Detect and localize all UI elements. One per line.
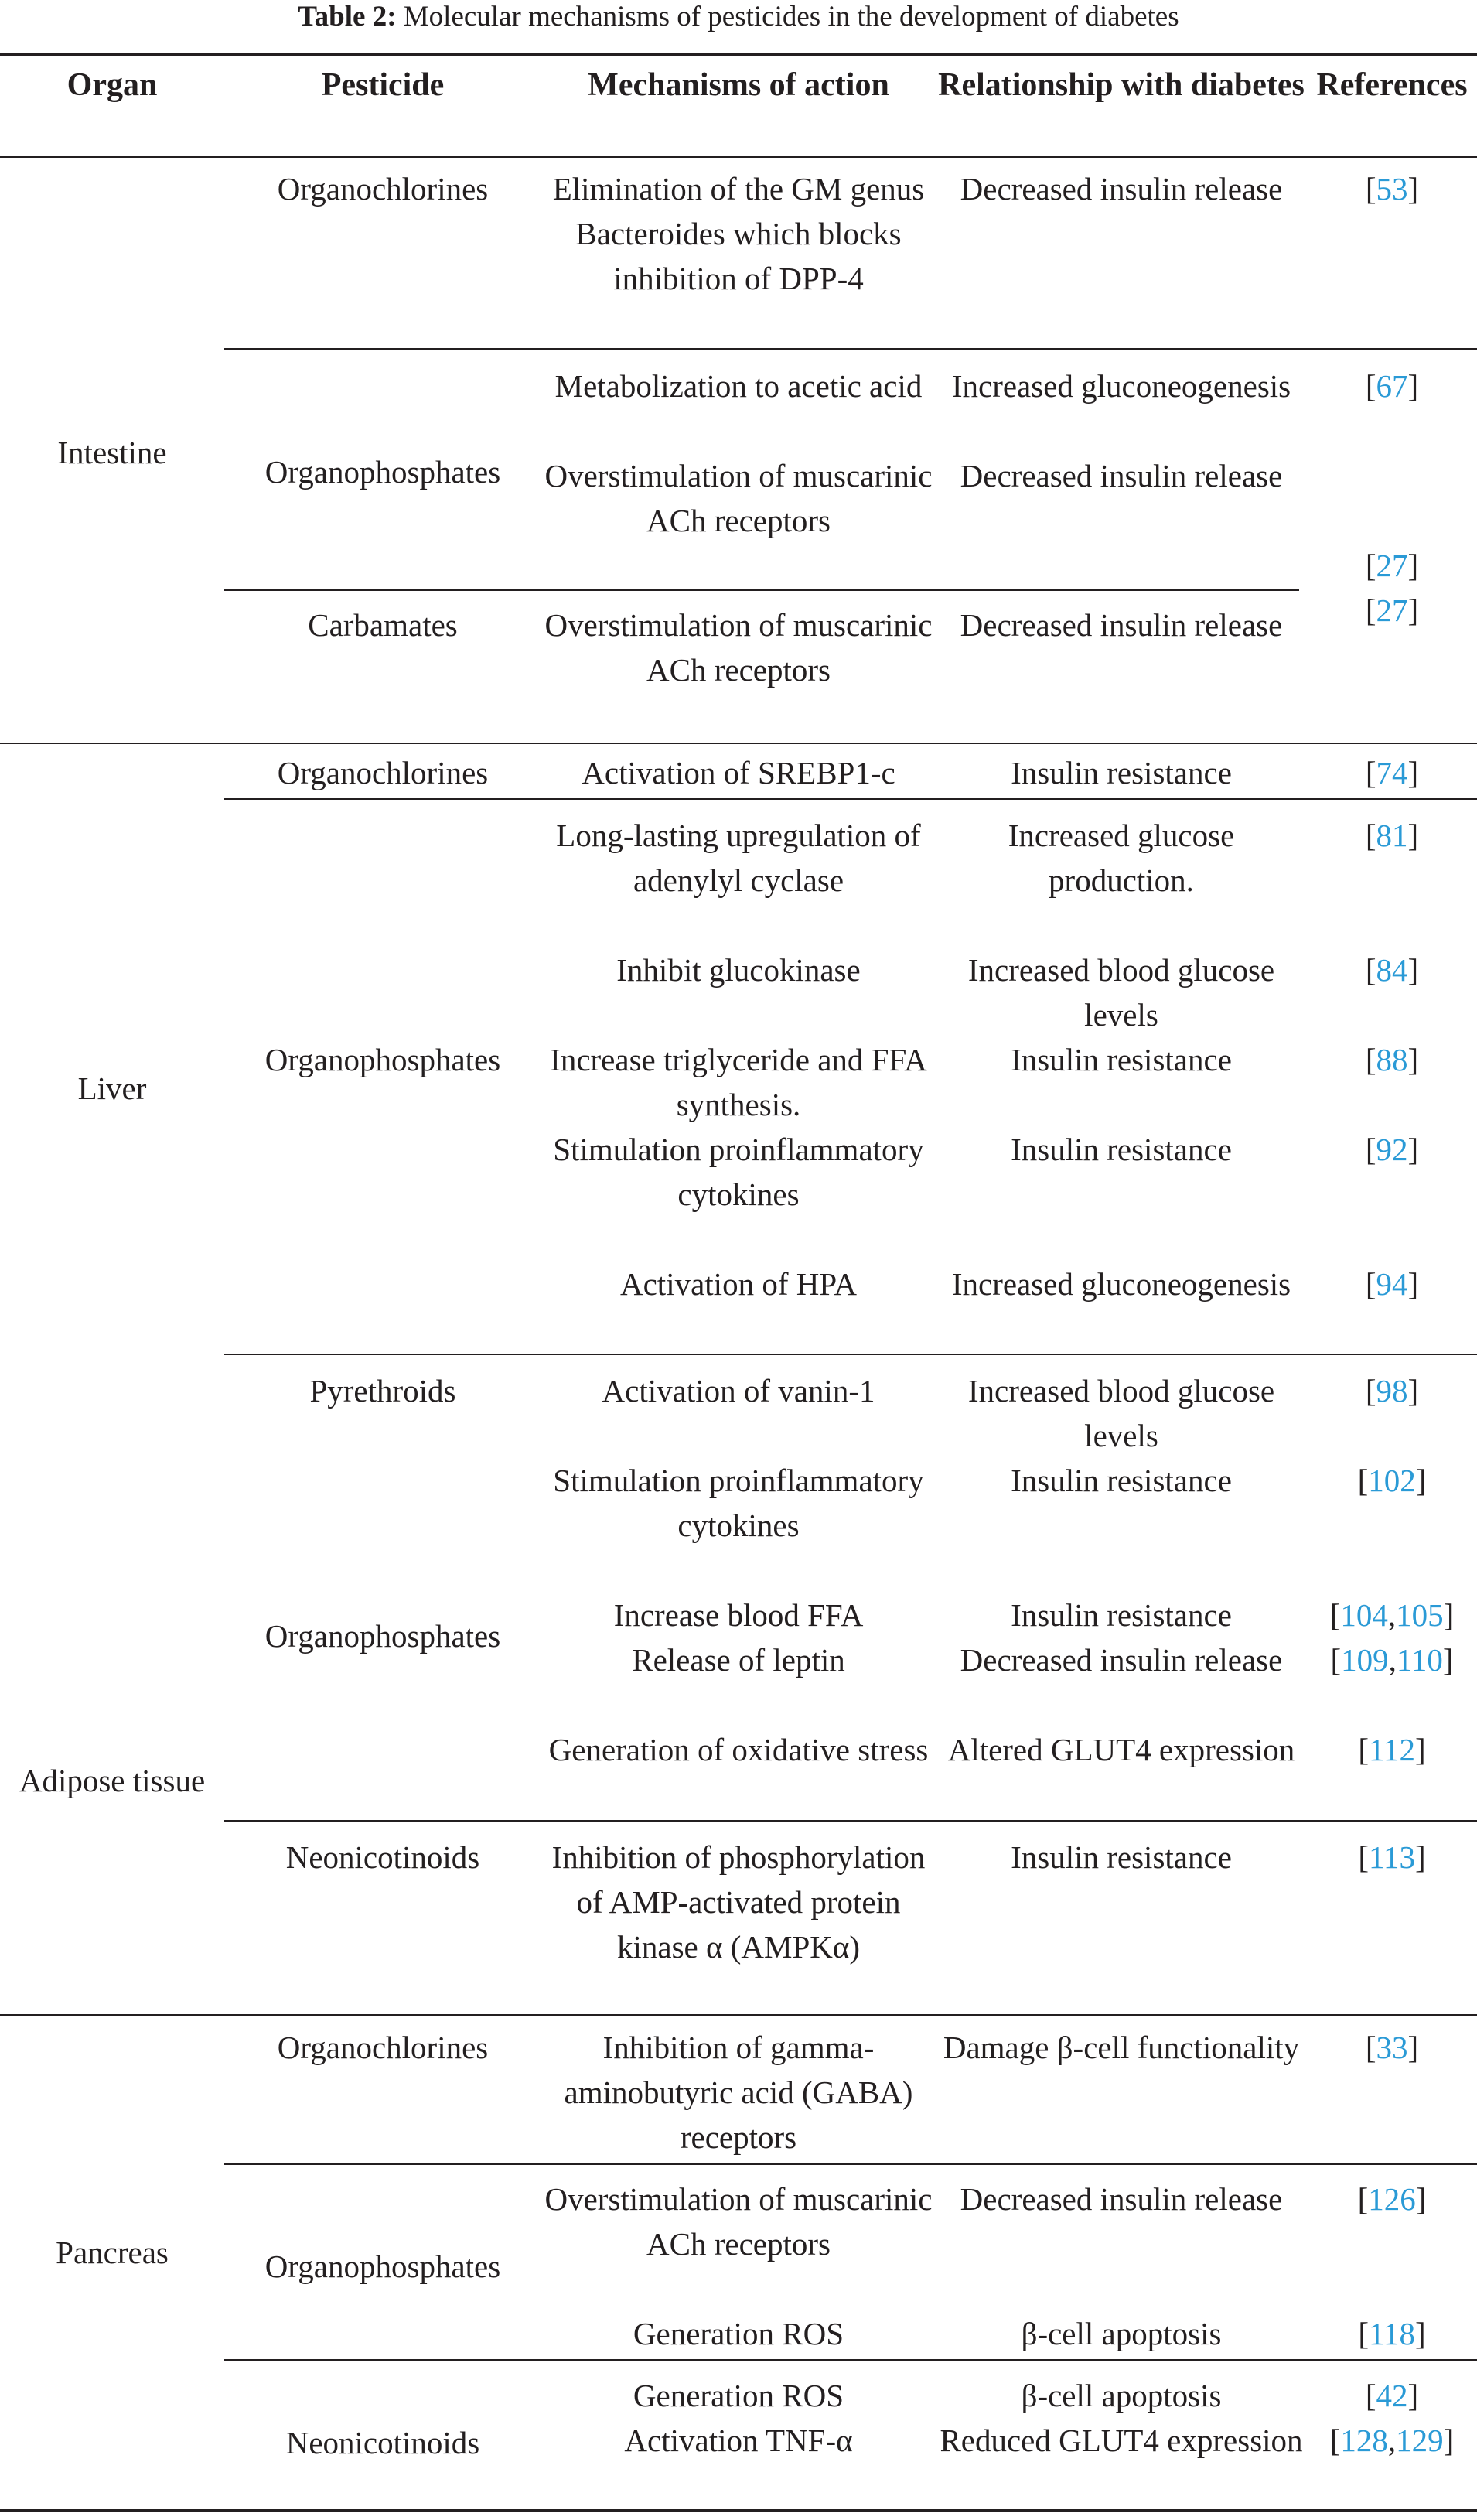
- reference-cell: [113]: [1358, 1839, 1426, 1875]
- mechanism-cell: Long-lasting upregulation of adenylyl cyclase: [556, 818, 921, 898]
- relationship-cell: β-cell apoptosis: [1021, 2378, 1222, 2413]
- reference-cell: [112]: [1358, 1732, 1426, 1767]
- organ-adipose: Adipose tissue: [19, 1763, 206, 1798]
- mechanism-cell: Metabolization to acetic acid: [554, 368, 923, 404]
- relationship-cell: Increased gluconeogenesis: [951, 368, 1291, 404]
- row-rule: [224, 1354, 1477, 1355]
- mechanism-cell: Overstimulation of muscarinic ACh receptors: [544, 607, 933, 688]
- mechanism-cell: Activation of vanin-1: [602, 1373, 875, 1409]
- mechanism-cell: Overstimulation of muscarinic ACh receptors: [544, 2181, 933, 2262]
- reference-link[interactable]: 113: [1369, 1839, 1415, 1875]
- reference-cell: [109,110]: [1330, 1642, 1454, 1678]
- relationship-cell: Decreased insulin release: [960, 2181, 1283, 2217]
- header-relationship: Relationship with diabetes: [938, 67, 1305, 103]
- reference-cell: [67]: [1365, 368, 1419, 404]
- table-caption: [0, 2, 1477, 32]
- relationship-cell: Decreased insulin release: [960, 458, 1283, 493]
- reference-link[interactable]: 118: [1369, 2316, 1415, 2351]
- reference-cell: [104,105]: [1329, 1597, 1455, 1633]
- relationship-cell: Damage β-cell functionality: [943, 2030, 1300, 2065]
- mechanism-cell: Stimulation proinflammatory cytokines: [553, 1132, 924, 1212]
- reference-link[interactable]: 112: [1369, 1732, 1415, 1767]
- mechanism-cell: Generation ROS: [633, 2378, 844, 2413]
- relationship-cell: Altered GLUT4 expression: [947, 1732, 1295, 1767]
- mechanism-cell: Overstimulation of muscarinic ACh receptors: [544, 458, 933, 538]
- relationship-cell: Insulin resistance: [1011, 1839, 1232, 1875]
- caption-text: Molecular mechanisms of pesticides in the development of diabetes: [396, 1, 1179, 32]
- row-rule: [224, 798, 1477, 800]
- pesticide-cell: Organochlorines: [277, 755, 489, 790]
- mechanism-cell: Inhibit glucokinase: [616, 952, 861, 988]
- reference-cell: [98]: [1365, 1373, 1419, 1409]
- reference-cell: [42]: [1365, 2378, 1419, 2413]
- caption-label: Table 2:: [298, 1, 397, 32]
- mechanism-cell: Generation of oxidative stress: [548, 1732, 929, 1767]
- row-rule: [224, 2359, 1477, 2361]
- reference-link[interactable]: 109: [1341, 1642, 1389, 1678]
- reference-link[interactable]: 27: [1376, 592, 1408, 628]
- reference-cell: [81]: [1365, 818, 1419, 853]
- pesticide-cell: Organophosphates: [264, 1618, 501, 1654]
- reference-link[interactable]: 129: [1396, 2423, 1444, 2458]
- reference-cell: [27]: [1365, 548, 1419, 583]
- reference-cell: [74]: [1365, 755, 1419, 790]
- top-rule: [0, 53, 1477, 56]
- relationship-cell: Increased blood glucose levels: [967, 952, 1275, 1033]
- header-rule: [0, 156, 1477, 158]
- reference-link[interactable]: 74: [1376, 755, 1408, 790]
- relationship-cell: Decreased insulin release: [960, 1642, 1283, 1678]
- reference-link[interactable]: 104: [1340, 1597, 1388, 1633]
- reference-link[interactable]: 102: [1368, 1463, 1416, 1498]
- relationship-cell: Insulin resistance: [1011, 1042, 1232, 1077]
- pesticide-cell: Carbamates: [308, 607, 458, 643]
- reference-link[interactable]: 67: [1376, 368, 1408, 404]
- reference-link[interactable]: 128: [1340, 2423, 1388, 2458]
- mechanism-cell: Generation ROS: [633, 2316, 844, 2351]
- reference-link[interactable]: 88: [1376, 1042, 1408, 1077]
- mechanism-cell: Release of leptin: [632, 1642, 845, 1678]
- reference-link[interactable]: 126: [1368, 2181, 1416, 2217]
- relationship-cell: Insulin resistance: [1011, 1463, 1232, 1498]
- reference-cell: [27]: [1365, 592, 1419, 628]
- relationship-cell: Decreased insulin release: [960, 607, 1283, 643]
- reference-link[interactable]: 81: [1376, 818, 1408, 853]
- reference-link[interactable]: 98: [1376, 1373, 1408, 1409]
- mechanism-cell: Elimination of the GM genus Bacteroides which blocks inhibition of DPP-4: [552, 171, 925, 296]
- pesticide-cell: Organochlorines: [277, 171, 489, 207]
- pesticide-cell: Neonicotinoids: [285, 2425, 480, 2460]
- mechanism-cell: Increase blood FFA: [613, 1597, 864, 1633]
- header-mechanism: Mechanisms of action: [588, 67, 889, 103]
- relationship-cell: Increased gluconeogenesis: [951, 1266, 1291, 1302]
- reference-cell: [33]: [1365, 2030, 1419, 2065]
- mechanism-cell: Inhibition of phosphorylation of AMP-activated protein kinase α (AMPKα): [551, 1839, 926, 1965]
- reference-cell: [92]: [1365, 1132, 1419, 1167]
- organ-liver: Liver: [77, 1070, 147, 1106]
- reference-link[interactable]: 94: [1376, 1266, 1408, 1302]
- row-rule: [224, 1820, 1477, 1822]
- organ-pancreas: Pancreas: [56, 2235, 169, 2270]
- reference-link[interactable]: 92: [1376, 1132, 1408, 1167]
- reference-link[interactable]: 105: [1396, 1597, 1444, 1633]
- mechanism-cell: Increase triglyceride and FFA synthesis.: [550, 1042, 927, 1122]
- mechanism-cell: Activation of SREBP1-c: [582, 755, 895, 790]
- reference-cell: [128,129]: [1329, 2423, 1455, 2458]
- relationship-cell: Insulin resistance: [1011, 1132, 1232, 1167]
- pesticide-cell: Organophosphates: [264, 454, 501, 490]
- reference-link[interactable]: 33: [1376, 2030, 1408, 2065]
- row-rule: [224, 2163, 1477, 2165]
- organ-intestine: Intestine: [57, 435, 167, 470]
- header-organ: Organ: [67, 67, 158, 103]
- mechanism-cell: Inhibition of gamma-aminobutyric acid (GABA) receptors: [564, 2030, 913, 2155]
- reference-cell: [88]: [1365, 1042, 1419, 1077]
- relationship-cell: Increased glucose production.: [1008, 818, 1235, 898]
- pesticide-cell: Organophosphates: [264, 2249, 501, 2284]
- relationship-cell: Insulin resistance: [1011, 755, 1232, 790]
- relationship-cell: β-cell apoptosis: [1021, 2316, 1222, 2351]
- row-rule: [224, 348, 1477, 350]
- pesticide-cell: Neonicotinoids: [285, 1839, 480, 1875]
- reference-link[interactable]: 53: [1376, 171, 1408, 207]
- bottom-rule: [0, 2509, 1477, 2512]
- header-pesticide: Pesticide: [321, 67, 445, 103]
- relationship-cell: Increased blood glucose levels: [967, 1373, 1275, 1453]
- reference-cell: [118]: [1358, 2316, 1426, 2351]
- pesticide-cell: Organophosphates: [264, 1042, 501, 1077]
- relationship-cell: Decreased insulin release: [960, 171, 1283, 207]
- row-rule: [224, 589, 1299, 591]
- relationship-cell: Reduced GLUT4 expression: [940, 2423, 1303, 2458]
- mechanism-cell: Activation TNF-α: [624, 2423, 853, 2458]
- reference-link[interactable]: 110: [1396, 1642, 1443, 1678]
- reference-cell: [84]: [1365, 952, 1419, 988]
- pesticide-cell: Pyrethroids: [309, 1373, 456, 1409]
- reference-cell: [102]: [1357, 1463, 1427, 1498]
- reference-link[interactable]: 27: [1376, 548, 1408, 583]
- reference-link[interactable]: 84: [1376, 952, 1408, 988]
- reference-cell: [126]: [1357, 2181, 1427, 2217]
- mechanism-cell: Stimulation proinflammatory cytokines: [553, 1463, 924, 1543]
- pesticide-cell: Organochlorines: [277, 2030, 489, 2065]
- relationship-cell: Insulin resistance: [1011, 1597, 1232, 1633]
- header-references: References: [1316, 67, 1468, 103]
- mechanism-cell: Activation of HPA: [620, 1266, 857, 1302]
- reference-cell: [94]: [1365, 1266, 1419, 1302]
- reference-cell: [53]: [1365, 171, 1419, 207]
- reference-link[interactable]: 42: [1376, 2378, 1408, 2413]
